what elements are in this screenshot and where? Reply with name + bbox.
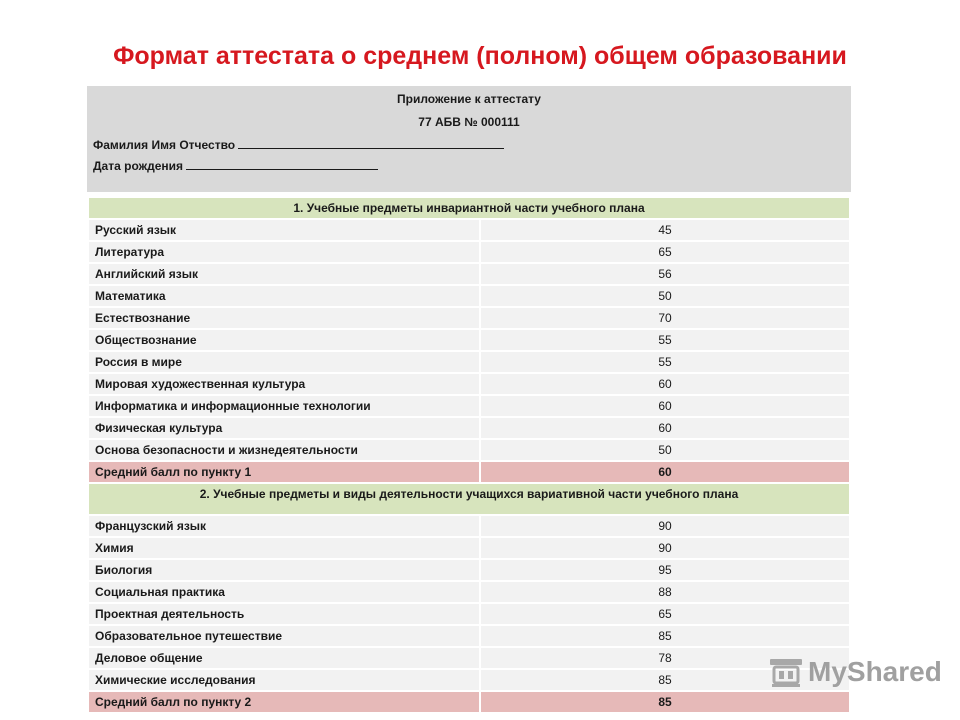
subject-name: Мировая художественная культура xyxy=(88,373,480,395)
subject-name: Образовательное путешествие xyxy=(88,625,480,647)
table-row xyxy=(88,515,850,537)
certificate-number: 77 АБВ № 000111 xyxy=(418,115,520,129)
birth-date-row xyxy=(93,158,378,173)
table-row xyxy=(88,417,850,439)
table-row xyxy=(88,241,850,263)
section-heading-row xyxy=(88,483,850,515)
subject-score: 88 xyxy=(480,581,850,603)
average-row xyxy=(88,691,850,713)
average-label: Средний балл по пункту 2 xyxy=(88,691,480,713)
subject-name: Химические исследования xyxy=(88,669,480,691)
birth-date-label: Дата рождения xyxy=(93,159,184,173)
subject-name: Физическая культура xyxy=(88,417,480,439)
subject-score: 60 xyxy=(480,373,850,395)
birth-date-blank-line xyxy=(186,158,378,170)
table-row xyxy=(88,263,850,285)
myshared-logo-icon xyxy=(768,655,804,689)
subject-name: Информатика и информационные технологии xyxy=(88,395,480,417)
subject-score: 56 xyxy=(480,263,850,285)
subject-score: 90 xyxy=(480,537,850,559)
subject-name: Основа безопасности и жизнедеятельности xyxy=(88,439,480,461)
subject-name: Проектная деятельность xyxy=(88,603,480,625)
full-name-blank-line xyxy=(238,137,504,149)
subject-score: 60 xyxy=(480,417,850,439)
section-heading-row xyxy=(88,197,850,219)
watermark-text: MyShared xyxy=(808,656,942,687)
table-row xyxy=(88,439,850,461)
grades-table xyxy=(87,196,851,714)
subject-score: 70 xyxy=(480,307,850,329)
subject-name: Обществознание xyxy=(88,329,480,351)
table-row xyxy=(88,307,850,329)
appendix-label: Приложение к аттестату xyxy=(397,92,541,106)
subject-name: Литература xyxy=(88,241,480,263)
subject-score: 50 xyxy=(480,285,850,307)
subject-score: 55 xyxy=(480,329,850,351)
subject-score: 50 xyxy=(480,439,850,461)
subject-name: Биология xyxy=(88,559,480,581)
table-row xyxy=(88,559,850,581)
subject-score: 95 xyxy=(480,559,850,581)
subject-name: Естествознание xyxy=(88,307,480,329)
subject-score: 55 xyxy=(480,351,850,373)
average-row xyxy=(88,461,850,483)
table-row xyxy=(88,351,850,373)
watermark xyxy=(768,652,942,692)
subject-name: Химия xyxy=(88,537,480,559)
table-row xyxy=(88,373,850,395)
table-row xyxy=(88,395,850,417)
subject-score: 90 xyxy=(480,515,850,537)
subject-name: Русский язык xyxy=(88,219,480,241)
subject-score: 45 xyxy=(480,219,850,241)
table-row xyxy=(88,625,850,647)
certificate-header xyxy=(87,86,851,192)
average-score: 60 xyxy=(480,461,850,483)
page-title: Формат аттестата о среднем (полном) общем образовании xyxy=(113,42,847,70)
average-label: Средний балл по пункту 1 xyxy=(88,461,480,483)
subject-name: Английский язык xyxy=(88,263,480,285)
table-row xyxy=(88,603,850,625)
table-row xyxy=(88,329,850,351)
subject-score: 65 xyxy=(480,603,850,625)
subject-name: Россия в мире xyxy=(88,351,480,373)
table-row xyxy=(88,669,850,691)
subject-score: 60 xyxy=(480,395,850,417)
subject-name: Деловое общение xyxy=(88,647,480,669)
section-heading: 2. Учебные предметы и виды деятельности учащихся вариативной части учебного плана xyxy=(88,483,850,515)
subject-name: Математика xyxy=(88,285,480,307)
subject-name: Социальная практика xyxy=(88,581,480,603)
full-name-label: Фамилия Имя Отчество xyxy=(93,138,236,152)
average-score: 85 xyxy=(480,691,850,713)
table-row xyxy=(88,537,850,559)
table-row xyxy=(88,285,850,307)
subject-score: 85 xyxy=(480,625,850,647)
table-row xyxy=(88,647,850,669)
full-name-row xyxy=(93,137,504,152)
subject-score: 78 xyxy=(480,647,850,669)
subject-name: Французский язык xyxy=(88,515,480,537)
table-row xyxy=(88,219,850,241)
section-heading: 1. Учебные предметы инвариантной части учебного плана xyxy=(88,197,850,219)
subject-score: 65 xyxy=(480,241,850,263)
subject-score: 85 xyxy=(480,669,850,691)
table-row xyxy=(88,581,850,603)
